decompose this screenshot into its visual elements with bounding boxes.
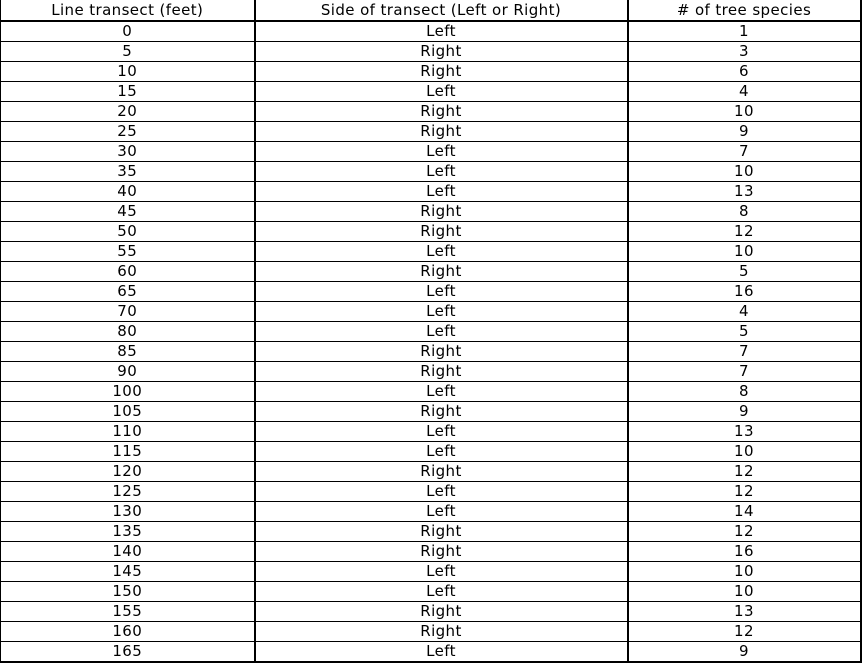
cell-line-transect: 85 (1, 342, 255, 362)
header-tree-species: # of tree species (628, 0, 861, 21)
cell-tree-species: 6 (628, 62, 861, 82)
cell-tree-species: 16 (628, 282, 861, 302)
cell-side: Right (255, 602, 628, 622)
table-row (1, 462, 861, 482)
cell-side: Left (255, 562, 628, 582)
cell-tree-species: 13 (628, 422, 861, 442)
cell-line-transect: 115 (1, 442, 255, 462)
table-row (1, 522, 861, 542)
cell-side: Left (255, 82, 628, 102)
cell-line-transect: 120 (1, 462, 255, 482)
cell-side: Left (255, 302, 628, 322)
table-body (1, 21, 861, 662)
header-line-transect: Line transect (feet) (1, 0, 255, 21)
cell-side: Right (255, 362, 628, 382)
cell-tree-species: 13 (628, 602, 861, 622)
cell-tree-species: 7 (628, 142, 861, 162)
cell-tree-species: 7 (628, 362, 861, 382)
cell-line-transect: 35 (1, 162, 255, 182)
table-row (1, 482, 861, 502)
table-row (1, 442, 861, 462)
table-row (1, 642, 861, 663)
table-row (1, 62, 861, 82)
cell-line-transect: 10 (1, 62, 255, 82)
cell-line-transect: 155 (1, 602, 255, 622)
cell-tree-species: 16 (628, 542, 861, 562)
cell-side: Left (255, 482, 628, 502)
cell-line-transect: 45 (1, 202, 255, 222)
cell-side: Right (255, 522, 628, 542)
header-side-of-transect: Side of transect (Left or Right) (255, 0, 628, 21)
cell-side: Right (255, 62, 628, 82)
table-row (1, 122, 861, 142)
cell-side: Right (255, 222, 628, 242)
cell-side: Left (255, 182, 628, 202)
cell-tree-species: 5 (628, 262, 861, 282)
table-row (1, 422, 861, 442)
cell-tree-species: 8 (628, 382, 861, 402)
table-row (1, 342, 861, 362)
cell-side: Right (255, 122, 628, 142)
cell-line-transect: 165 (1, 642, 255, 663)
cell-side: Right (255, 462, 628, 482)
cell-side: Left (255, 422, 628, 442)
table-row (1, 222, 861, 242)
cell-tree-species: 8 (628, 202, 861, 222)
cell-line-transect: 5 (1, 42, 255, 62)
cell-tree-species: 9 (628, 642, 861, 663)
cell-tree-species: 12 (628, 522, 861, 542)
table-row (1, 202, 861, 222)
table-row (1, 162, 861, 182)
cell-line-transect: 70 (1, 302, 255, 322)
cell-side: Left (255, 642, 628, 663)
table-row (1, 622, 861, 642)
table-row (1, 502, 861, 522)
cell-line-transect: 130 (1, 502, 255, 522)
cell-tree-species: 5 (628, 322, 861, 342)
cell-tree-species: 1 (628, 21, 861, 42)
cell-side: Right (255, 402, 628, 422)
table-row (1, 542, 861, 562)
table-row (1, 302, 861, 322)
cell-side: Right (255, 542, 628, 562)
cell-line-transect: 50 (1, 222, 255, 242)
cell-line-transect: 25 (1, 122, 255, 142)
cell-side: Right (255, 42, 628, 62)
cell-line-transect: 55 (1, 242, 255, 262)
cell-side: Left (255, 142, 628, 162)
cell-line-transect: 15 (1, 82, 255, 102)
cell-tree-species: 10 (628, 562, 861, 582)
cell-side: Left (255, 282, 628, 302)
cell-tree-species: 12 (628, 622, 861, 642)
cell-side: Left (255, 382, 628, 402)
cell-line-transect: 140 (1, 542, 255, 562)
cell-tree-species: 3 (628, 42, 861, 62)
header-row (1, 0, 861, 21)
cell-line-transect: 90 (1, 362, 255, 382)
cell-line-transect: 80 (1, 322, 255, 342)
cell-side: Right (255, 102, 628, 122)
cell-tree-species: 7 (628, 342, 861, 362)
cell-tree-species: 10 (628, 242, 861, 262)
table-row (1, 262, 861, 282)
cell-tree-species: 9 (628, 402, 861, 422)
cell-line-transect: 30 (1, 142, 255, 162)
table-row (1, 322, 861, 342)
cell-line-transect: 105 (1, 402, 255, 422)
table-row (1, 142, 861, 162)
cell-side: Right (255, 622, 628, 642)
cell-line-transect: 160 (1, 622, 255, 642)
cell-line-transect: 100 (1, 382, 255, 402)
cell-line-transect: 135 (1, 522, 255, 542)
cell-side: Left (255, 582, 628, 602)
cell-line-transect: 110 (1, 422, 255, 442)
cell-side: Left (255, 242, 628, 262)
cell-tree-species: 9 (628, 122, 861, 142)
cell-line-transect: 145 (1, 562, 255, 582)
cell-line-transect: 40 (1, 182, 255, 202)
cell-tree-species: 14 (628, 502, 861, 522)
cell-tree-species: 12 (628, 222, 861, 242)
cell-tree-species: 10 (628, 162, 861, 182)
cell-side: Left (255, 21, 628, 42)
table-row (1, 582, 861, 602)
table-row (1, 42, 861, 62)
cell-side: Right (255, 342, 628, 362)
cell-tree-species: 10 (628, 442, 861, 462)
table-row (1, 82, 861, 102)
cell-tree-species: 13 (628, 182, 861, 202)
cell-tree-species: 10 (628, 582, 861, 602)
table-row (1, 102, 861, 122)
table-row (1, 21, 861, 42)
cell-side: Right (255, 262, 628, 282)
cell-line-transect: 60 (1, 262, 255, 282)
cell-side: Right (255, 202, 628, 222)
table-row (1, 402, 861, 422)
cell-line-transect: 20 (1, 102, 255, 122)
cell-side: Left (255, 502, 628, 522)
cell-tree-species: 10 (628, 102, 861, 122)
cell-line-transect: 65 (1, 282, 255, 302)
table-row (1, 562, 861, 582)
table-row (1, 242, 861, 262)
cell-side: Left (255, 162, 628, 182)
table-row (1, 182, 861, 202)
table-row (1, 282, 861, 302)
cell-tree-species: 12 (628, 482, 861, 502)
table-header (1, 0, 861, 21)
table-row (1, 362, 861, 382)
cell-line-transect: 0 (1, 21, 255, 42)
cell-line-transect: 150 (1, 582, 255, 602)
cell-tree-species: 4 (628, 302, 861, 322)
table-row (1, 602, 861, 622)
cell-tree-species: 12 (628, 462, 861, 482)
table-row (1, 382, 861, 402)
cell-tree-species: 4 (628, 82, 861, 102)
cell-side: Left (255, 322, 628, 342)
cell-side: Left (255, 442, 628, 462)
cell-line-transect: 125 (1, 482, 255, 502)
